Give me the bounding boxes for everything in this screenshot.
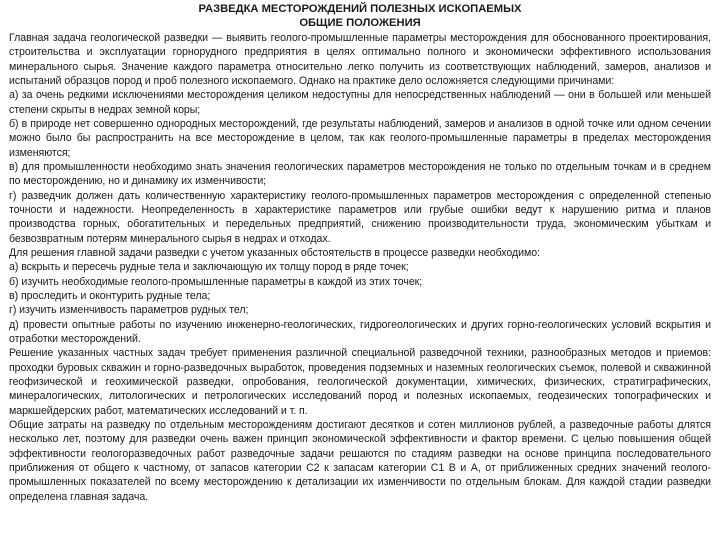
paragraph-task-b: б) изучить необходимые геолого-промышленные параметры в каждой из этих точек; <box>9 275 423 288</box>
paragraph-task-a: а) вскрыть и пересечь рудные тела и заключающую их толщу пород в ряде точек; <box>9 261 409 274</box>
paragraph-task-c: в) проследить и оконтурить рудные тела; <box>9 290 211 302</box>
paragraph-task-e: д) провести опытные работы по изучению инженерно-геологических, гидрогеологических и других горно-геологических условий вскрытия и отработки месторождений. <box>9 318 711 346</box>
paragraph-methods: Решение указанных частных задач требует применения различной специальной разведочной техники, разнообразных методов и приемов: проходки буровых скважин и горно-разведочных выработок, проведения подземных и наземных геологических съемок, полевой и скважинной геофизической и геохимической разведки, опробования, геологической документации, химических, физических, стратиграфических, минералогических, литологических и петрологических исследований пород и полезных ископаемых, геодезических топографических и маркшейдерских работ, математических исследований и т. п. <box>9 347 711 417</box>
document-title: РАЗВЕДКА МЕСТОРОЖДЕНИЙ ПОЛЕЗНЫХ ИСКОПАЕМЫХ <box>198 3 522 15</box>
paragraph-reason-b: б) в природе нет совершенно однородных месторождений, где результаты наблюдений, замеров и анализов в одной точке или одном сечении можно было бы распространить на все месторождение в целом, так как геолого-промышленные параметры в пределах месторождения изменяются; <box>9 117 711 159</box>
paragraph-reason-c: в) для промышленности необходимо знать значения геологических параметров месторождения не только по отдельным точкам и в среднем по месторождению, но и динамику их изменчивости; <box>9 160 711 188</box>
paragraph-costs: Общие затраты на разведку по отдельным месторождениям достигают десятков и сотен миллионов рублей, а разведочные работы длятся несколько лет, поэтому для разведки очень важен принцип экономической эффективности и фактор времени. С целью повышения общей эффективности геологоразведочных работ разведочные задачи решаются по стадиям разведки на основе принципа последовательного приближения от общего к частному, от запасов категории С2 к запасам категории С1 В и А, от приближенных средних значений геолого-промышленных показателей по всему месторождению к детализации их изменчивости по отдельным блокам. Для каждой стадии разведки определена главная задача. <box>9 419 711 503</box>
paragraph-reason-a: а) за очень редкими исключениями месторождения целиком недоступны для непосредственных наблюдений — они в большей или меньшей степени скрыты в недрах земной коры; <box>9 89 711 116</box>
paragraph-tasks-intro: Для решения главной задачи разведки с учетом указанных обстоятельств в процессе разведки необходимо: <box>9 246 540 259</box>
paragraph-task-d: г) изучить изменчивость параметров рудных тел; <box>9 304 249 317</box>
document-subtitle: ОБЩИЕ ПОЛОЖЕНИЯ <box>299 17 421 30</box>
paragraph-reason-d: г) разведчик должен дать количественную характеристику геолого-промышленных параметров месторождения с определенной степенью точности и надежности. Неопределенность в характеристике параметров или грубые ошибки ведут к нарушению ритма и планов производства горных, обогатительных и передельных предприятий, снижению производительности труда, экономическим убыткам и безвозвратным потерям минерального сырья в недрах и отходах. <box>9 189 711 245</box>
paragraph-intro: Главная задача геологической разведки — выявить геолого-промышленные параметры месторождения для обоснованного проектирования, строительства и эксплуатации горнорудного предприятия в целях оптимально полного и экономически эффективного использования минерального сырья. Значение каждого параметра относительно легко получить из соответствующих наблюдений, замеров, анализов и испытаний образцов пород и проб полезного ископаемого. Однако на практике дело осложняется следующими причинами: <box>9 31 711 87</box>
